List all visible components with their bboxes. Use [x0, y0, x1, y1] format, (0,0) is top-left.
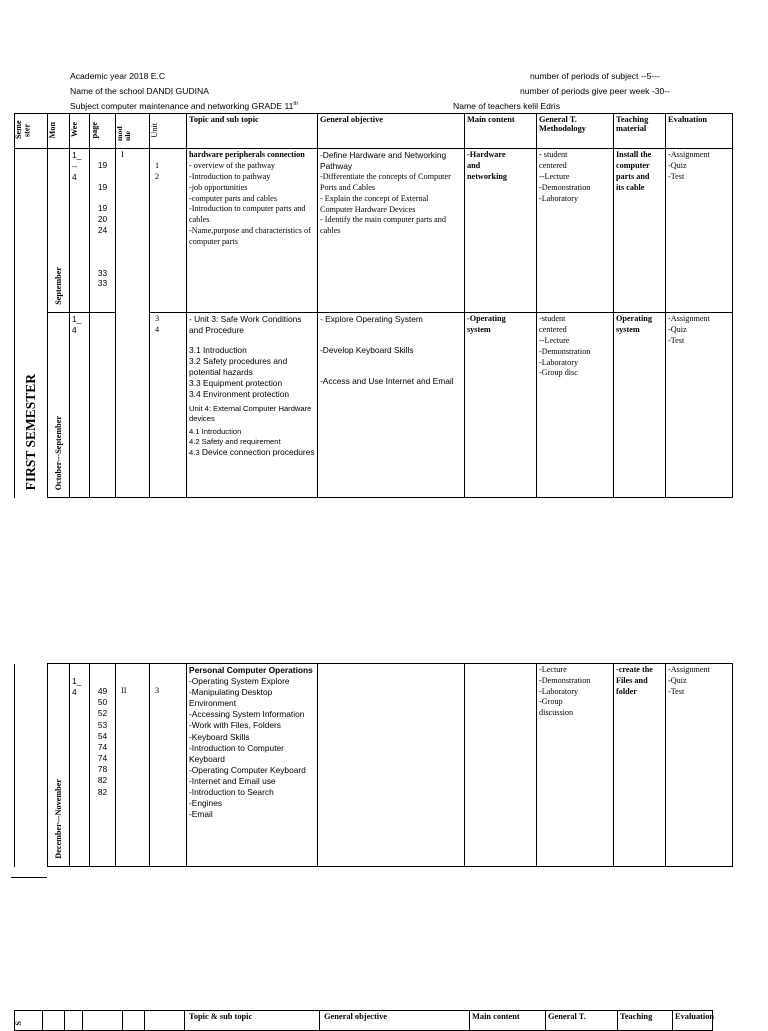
col-month: [43, 1011, 65, 1031]
topic-title: - Unit 3: Safe Work Conditions and Procedure: [189, 314, 302, 336]
table-row: [15, 664, 733, 867]
month-cell: December---November: [48, 664, 70, 867]
table-row: [15, 149, 733, 313]
main-content-cell: -Hardware and networking: [465, 149, 537, 313]
subject-grade: [70, 101, 298, 111]
month-cell: October---September: [48, 313, 70, 498]
week-cell: 1_ -- 4: [70, 149, 90, 313]
month-cell: September: [48, 149, 70, 313]
evaluation-cell: -Assignment -Quiz -Test: [666, 149, 733, 313]
pages-cell: 49 50 52 53 54 74 74 78 82 82: [90, 664, 116, 867]
week-cell: 1_ 4: [70, 664, 90, 867]
subject-text: Subject computer maintenance and networking GRADE 11: [70, 101, 294, 111]
objective-cell: -Define Hardware and Networking Pathway -Differentiate the concepts of Computer Ports and Cables - Explain the concept of External Computer Hardware Devices - Identify the main computer parts and cables: [318, 149, 465, 313]
col-topic: Topic and sub topic: [187, 114, 318, 149]
grade-sup: th: [293, 101, 298, 108]
col-objective: General objective: [320, 1011, 470, 1031]
periods-per-week: number of periods give peer week -30--: [520, 86, 670, 96]
main-content-cell: -Operating system: [465, 313, 537, 498]
col-material: Teaching: [618, 1011, 673, 1031]
plan-table-3: [14, 1010, 713, 1031]
col-page: [83, 1011, 123, 1031]
plan-table-2: [14, 663, 733, 867]
academic-year: Academic year 2018 E.C: [70, 71, 166, 81]
periods-of-subject: number of periods of subject --5---: [530, 71, 660, 81]
evaluation-cell: -Assignment -Quiz -Test: [666, 664, 733, 867]
unit-cell: 3: [150, 664, 187, 867]
col-main-content: Main content: [465, 114, 537, 149]
col-semester: Seme ster: [15, 114, 48, 149]
col-evaluation: Evaluation: [673, 1011, 713, 1031]
col-methodology: General T.: [546, 1011, 618, 1031]
col-main-content: Main content: [470, 1011, 546, 1031]
module-cell: II: [116, 664, 150, 867]
col-module: mod ule: [116, 114, 150, 149]
topic-cell: Personal Computer Operations -Operating System Explore -Manipulating Desktop Environment -Accessing System Information -Work with Files, Folders -Keyboard Skills -Introduction to Computer Keyboard -Operating Computer Keyboard -Internet and Email use -Introduction to Search -Engines -Email: [187, 664, 318, 867]
methodology-cell: -student centered --Lecture -Demonstration -Laboratory -Group disc: [537, 313, 614, 498]
school-name: Name of the school DANDI GUDINA: [70, 86, 209, 96]
objective-cell: [318, 664, 465, 867]
main-content-cell: [465, 664, 537, 867]
material-cell: Install the computer parts and its cable: [614, 149, 666, 313]
separator-line: [11, 877, 47, 878]
semester-cell: [15, 149, 48, 498]
unit-cell: 1 2: [150, 149, 187, 313]
col-week: Wee: [70, 114, 90, 149]
material-cell: -create the Files and folder: [614, 664, 666, 867]
module-cell: I: [116, 149, 150, 498]
header-row: [15, 114, 733, 149]
topic-title: hardware peripherals connection: [189, 150, 305, 160]
pages-cell: [90, 313, 116, 498]
topic-cell: hardware peripherals connection - overview of the pathway -Introduction to pathway -job opportunities -computer parts and cables -Introduction to computer parts and cables -Name,purpose and characteristics of computer parts: [187, 149, 318, 313]
col-topic: Topic & sub topic: [185, 1011, 320, 1031]
pages-cell: 19 19 19 20 24 33 33: [90, 149, 116, 313]
week-cell: 1_ 4: [70, 313, 90, 498]
col-unit: [145, 1011, 185, 1031]
col-module: [123, 1011, 145, 1031]
methodology-cell: -Lecture -Demonstration -Laboratory -Group discussion: [537, 664, 614, 867]
col-evaluation: Evaluation: [666, 114, 733, 149]
header-row: [15, 1011, 713, 1031]
topic-title: Personal Computer Operations: [189, 665, 313, 675]
evaluation-cell: -Assignment -Quiz -Test: [666, 313, 733, 498]
col-objective: General objective: [318, 114, 465, 149]
col-month: Mon: [48, 114, 70, 149]
methodology-cell: - student centered --Lecture -Demonstration -Laboratory: [537, 149, 614, 313]
topic-cell: - Unit 3: Safe Work Conditions and Procedure 3.1 Introduction 3.2 Safety procedures and potential hazards 3.3 Equipment protection 3.4 Environment protection Unit 4: External Computer Hardware devices 4.1 Introduction 4.2 Safety and requirement 4.3 Device connection procedures: [187, 313, 318, 498]
col-methodology: General T. Methodology: [537, 114, 614, 149]
col-semester: S: [15, 1011, 43, 1031]
col-week: [65, 1011, 83, 1031]
teacher-name: Name of teachers kelil Edris: [453, 101, 560, 111]
semester-label: FIRST SEMESTER: [23, 374, 38, 491]
semester-cell: [15, 664, 48, 867]
objective-cell: - Explore Operating System -Develop Keyboard Skills -Access and Use Internet and Email: [318, 313, 465, 498]
col-unit: Unit: [150, 114, 187, 149]
col-material: Teaching material: [614, 114, 666, 149]
col-page: page: [90, 114, 116, 149]
material-cell: Operating system: [614, 313, 666, 498]
plan-table-1: [14, 113, 733, 498]
unit-cell: 3 4: [150, 313, 187, 498]
